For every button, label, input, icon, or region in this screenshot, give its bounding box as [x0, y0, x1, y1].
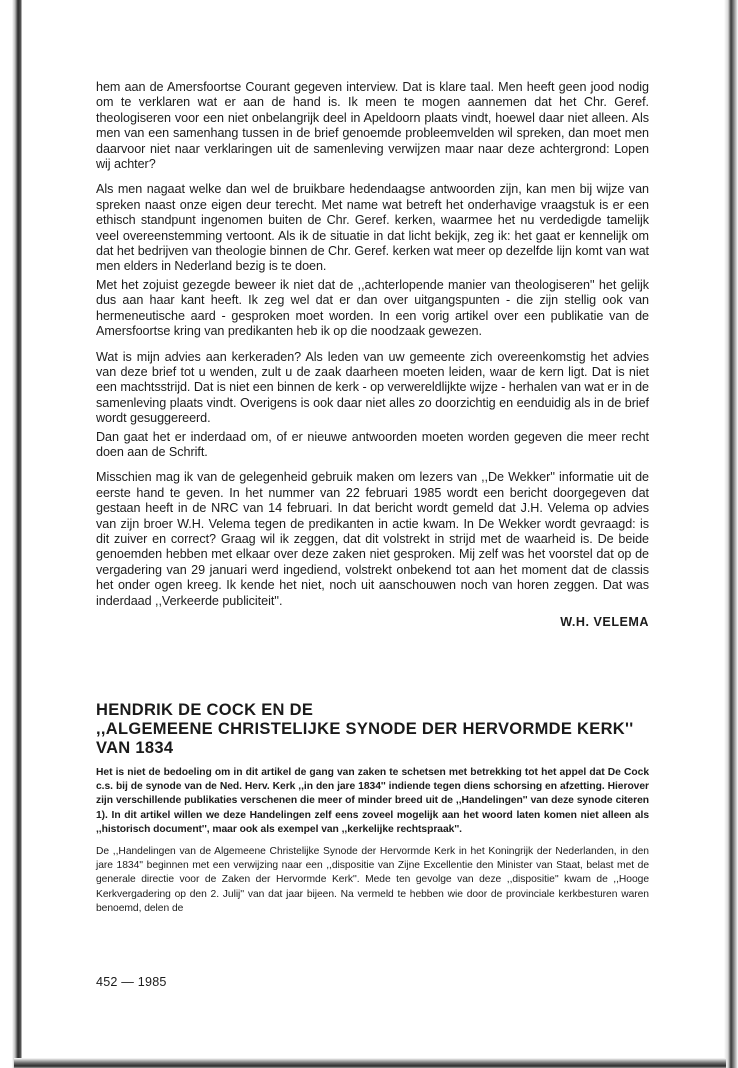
article-column: [96, 80, 649, 916]
paragraph-2: Als men nagaat welke dan wel de bruikbare hedendaagse antwoorden zijn, kan men bij wijze van spreken naast onze eigen deur terecht. Met name wat betreft het onderhavige vraagstuk is er een ethisch standpunt ingenomen buiten de Chr. Geref. kerken, waarmee het nu verdedigde tamelijk veel overeenstemming vertoont. Als ik de situatie in dat licht bekijk, zeg ik: het gaat er kennelijk om dat het bedrijven van theologie binnen de Chr. Geref. kerken wat meer op dezelfde lijn komt van wat men elders in Nederland bezig is te doen.: [96, 182, 649, 274]
paragraph-6: Misschien mag ik van de gelegenheid gebruik maken om lezers van ,,De Wekker'' informatie uit de eerste hand te geven. In het nummer van 22 februari 1985 wordt een bericht doorgegeven dat gestaan heeft in de NRC van 14 februari. In dat bericht wordt gemeld dat J.H. Velema op advies van zijn broer W.H. Velema tegen de predikanten in actie kwam. In De Wekker wordt gevraagd: is dit zuiver en correct? Graag wil ik zeggen, dat dit volstrekt in strijd met de waarheid is. De beide genoemden hebben met elkaar over deze zaken niet gesproken. Mij zelf was het voorstel dat op de vergadering van 29 januari werd ingediend, volstrekt onbekend tot aan het moment dat de classis het onder ogen kreeg. Ik kende het niet, noch uit aanschouwen noch van horen zeggen. Dat was inderdaad ,,Verkeerde publiciteit''.: [96, 470, 649, 608]
paragraph-5: Dan gaat het er inderdaad om, of er nieuwe antwoorden moeten worden gegeven die meer recht doen aan de Schrift.: [96, 429, 649, 459]
scan-edge-left: [0, 0, 22, 1068]
heading-line-3: VAN 1834: [96, 739, 174, 757]
lead-paragraph: Het is niet de bedoeling om in dit artikel de gang van zaken te schetsen met betrekking tot het appel dat De Cock c.s. bij de synode van de Ned. Herv. Kerk ,,in den jare 1834'' indiende tegen diens schorsing en afzetting. Hierover zijn verschillende publikaties verschenen die meer of minder breed uit de ,,Handelingen'' van deze synode citeren 1). In dit artikel willen we deze Handelingen zelf eens zoveel mogelijk aan het woord laten komen niet alleen als ,,historisch document'', maar ook als exempel van ,,kerkelijke rechtspraak''.: [96, 767, 649, 835]
paragraph-1: hem aan de Amersfoortse Courant gegeven interview. Dat is klare taal. Men heeft geen jood nodig om te verklaren wat er aan de hand is. Ik meen te mogen aannemen dat het Chr. Geref. theologiseren voor een niet onbelangrijk deel in Apeldoorn plaats vindt, hoewel daar niet alleen. Als men van een samenhang tussen in de brief genoemde probleemvelden wil spreken, dan moet men daarvoor niet naar verklaringen uit de samenleving verwijzen maar naar deze achtergrond: Lopen wij achter?: [96, 80, 649, 172]
scan-edge-right: [724, 0, 738, 1068]
author-signature: W.H. VELEMA: [560, 615, 649, 629]
body-paragraph: De ,,Handelingen van de Algemeene Christelijke Synode der Hervormde Kerk in het Koningrijk der Nederlanden, in den jare 1834'' beginnen met een verwijzing naar een ,,dispositie van Zijne Excellentie den Minister van Staat, belast met de generale directie voor de Zaken der Hervormde Kerk''. Mede ten gevolge van deze ,,dispositie'' kwam de ,,Hooge Kerkvergadering op den 2. Julij'' van dat jaar bijeen. Na vermeld te hebben wie door de provinciale kerkbesturen waren benoemd, delen de: [96, 846, 649, 914]
section-heading: [96, 701, 649, 758]
page-number: 452 — 1985: [96, 975, 167, 989]
paragraph-4: Wat is mijn advies aan kerkeraden? Als leden van uw gemeente zich overeenkomstig het advies van deze brief tot u wenden, zult u de zaak daarheen moeten leiden, waar de kern ligt. Dat is niet een machtsstrijd. Dat is niet een binnen de kerk - op verwereldlijkte wijze - herhalen van wat er in de samenleving plaats vindt. Overigens is ook daar niet alles zo doorzichtig en eenduidig als in de brief wordt gesuggereerd.: [96, 349, 649, 426]
scan-edge-bottom: [14, 1058, 726, 1068]
paragraph-3: Met het zojuist gezegde beweer ik niet dat de ,,achterlopende manier van theologiseren'' het gelijk dus aan haar kant heeft. Ik zeg wel dat er dan over uitgangspunten - die zijn stellig ook van hermeneutische aard - gesproken moet worden. In een vorig artikel over een publikatie van de Amersfoortse kring van predikanten heb ik op die noodzaak gewezen.: [96, 277, 649, 339]
heading-line-1: HENDRIK DE COCK EN DE: [96, 701, 314, 719]
heading-line-2: ,,ALGEMEENE CHRISTELIJKE SYNODE DER HERVORMDE KERK'': [96, 720, 634, 738]
